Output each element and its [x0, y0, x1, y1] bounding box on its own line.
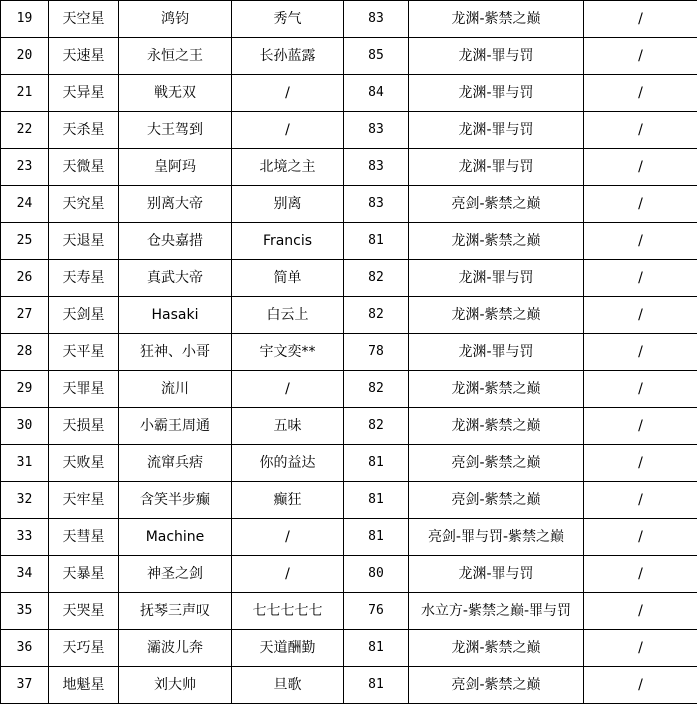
cell-alias: 五味 — [232, 408, 344, 445]
cell-star-title: 天平星 — [49, 334, 119, 371]
cell-note: / — [584, 186, 697, 223]
cell-player-name: 灞波儿奔 — [119, 630, 232, 667]
cell-level: 82 — [344, 408, 409, 445]
cell-player-name: 真武大帝 — [119, 260, 232, 297]
table-row — [1, 75, 697, 112]
cell-server: 龙渊-罪与罚 — [409, 38, 584, 75]
cell-server: 龙渊-紫禁之巅 — [409, 297, 584, 334]
table-row — [1, 556, 697, 593]
cell-star-title: 天空星 — [49, 1, 119, 38]
cell-number: 30 — [1, 408, 49, 445]
cell-number: 34 — [1, 556, 49, 593]
table-row — [1, 519, 697, 556]
cell-level: 82 — [344, 371, 409, 408]
cell-player-name: 戦无双 — [119, 75, 232, 112]
cell-star-title: 天彗星 — [49, 519, 119, 556]
cell-number: 28 — [1, 334, 49, 371]
cell-number: 20 — [1, 38, 49, 75]
cell-level: 81 — [344, 445, 409, 482]
table-row — [1, 667, 697, 704]
cell-level: 83 — [344, 112, 409, 149]
cell-number: 25 — [1, 223, 49, 260]
cell-server: 亮剑-紫禁之巅 — [409, 667, 584, 704]
cell-star-title: 天暴星 — [49, 556, 119, 593]
cell-note: / — [584, 260, 697, 297]
cell-level: 85 — [344, 38, 409, 75]
cell-star-title: 天异星 — [49, 75, 119, 112]
table-row — [1, 630, 697, 667]
cell-star-title: 天哭星 — [49, 593, 119, 630]
cell-alias: 别离 — [232, 186, 344, 223]
cell-star-title: 天罪星 — [49, 371, 119, 408]
cell-level: 80 — [344, 556, 409, 593]
cell-alias: 你的益达 — [232, 445, 344, 482]
cell-alias: 癫狂 — [232, 482, 344, 519]
cell-number: 29 — [1, 371, 49, 408]
cell-alias: 宇文奕** — [232, 334, 344, 371]
cell-star-title: 天杀星 — [49, 112, 119, 149]
cell-server: 龙渊-罪与罚 — [409, 75, 584, 112]
cell-player-name: 抚琴三声叹 — [119, 593, 232, 630]
cell-star-title: 天微星 — [49, 149, 119, 186]
cell-level: 82 — [344, 260, 409, 297]
cell-number: 33 — [1, 519, 49, 556]
cell-server: 龙渊-紫禁之巅 — [409, 371, 584, 408]
cell-number: 27 — [1, 297, 49, 334]
table-row — [1, 408, 697, 445]
cell-note: / — [584, 334, 697, 371]
cell-note: / — [584, 482, 697, 519]
cell-player-name: Hasaki — [119, 297, 232, 334]
cell-note: / — [584, 112, 697, 149]
cell-star-title: 天速星 — [49, 38, 119, 75]
cell-player-name: 鸿钧 — [119, 1, 232, 38]
table-row — [1, 223, 697, 260]
cell-alias: 天道酬勤 — [232, 630, 344, 667]
cell-note: / — [584, 371, 697, 408]
cell-note: / — [584, 630, 697, 667]
cell-alias: 白云上 — [232, 297, 344, 334]
table-row — [1, 482, 697, 519]
cell-level: 81 — [344, 630, 409, 667]
table-row — [1, 38, 697, 75]
cell-server: 亮剑-紫禁之巅 — [409, 445, 584, 482]
cell-note: / — [584, 297, 697, 334]
cell-alias: 七七七七七 — [232, 593, 344, 630]
cell-note: / — [584, 445, 697, 482]
cell-note: / — [584, 223, 697, 260]
cell-server: 龙渊-罪与罚 — [409, 149, 584, 186]
cell-star-title: 天牢星 — [49, 482, 119, 519]
cell-level: 81 — [344, 223, 409, 260]
cell-server: 亮剑-罪与罚-紫禁之巅 — [409, 519, 584, 556]
cell-star-title: 地魁星 — [49, 667, 119, 704]
cell-note: / — [584, 593, 697, 630]
cell-alias: 旦歌 — [232, 667, 344, 704]
cell-server: 亮剑-紫禁之巅 — [409, 186, 584, 223]
table-row — [1, 371, 697, 408]
cell-player-name: Machine — [119, 519, 232, 556]
cell-level: 83 — [344, 186, 409, 223]
cell-server: 龙渊-罪与罚 — [409, 334, 584, 371]
cell-star-title: 天剑星 — [49, 297, 119, 334]
table-row — [1, 1, 697, 38]
cell-number: 31 — [1, 445, 49, 482]
cell-star-title: 天寿星 — [49, 260, 119, 297]
cell-number: 32 — [1, 482, 49, 519]
cell-player-name: 皇阿玛 — [119, 149, 232, 186]
cell-server: 亮剑-紫禁之巅 — [409, 482, 584, 519]
table-row — [1, 297, 697, 334]
cell-player-name: 流川 — [119, 371, 232, 408]
table-row — [1, 149, 697, 186]
cell-alias: / — [232, 519, 344, 556]
cell-star-title: 天究星 — [49, 186, 119, 223]
cell-note: / — [584, 38, 697, 75]
cell-number: 24 — [1, 186, 49, 223]
cell-number: 26 — [1, 260, 49, 297]
cell-note: / — [584, 149, 697, 186]
table-row — [1, 334, 697, 371]
cell-alias: / — [232, 371, 344, 408]
cell-server: 水立方-紫禁之巅-罪与罚 — [409, 593, 584, 630]
cell-number: 21 — [1, 75, 49, 112]
cell-note: / — [584, 75, 697, 112]
cell-level: 78 — [344, 334, 409, 371]
cell-note: / — [584, 408, 697, 445]
cell-server: 龙渊-罪与罚 — [409, 112, 584, 149]
cell-alias: 长孙蓝露 — [232, 38, 344, 75]
cell-number: 22 — [1, 112, 49, 149]
cell-star-title: 天败星 — [49, 445, 119, 482]
table-row — [1, 112, 697, 149]
cell-note: / — [584, 667, 697, 704]
cell-server: 龙渊-紫禁之巅 — [409, 408, 584, 445]
cell-star-title: 天损星 — [49, 408, 119, 445]
cell-player-name: 仓央嘉措 — [119, 223, 232, 260]
cell-number: 35 — [1, 593, 49, 630]
cell-level: 81 — [344, 519, 409, 556]
cell-note: / — [584, 556, 697, 593]
cell-level: 81 — [344, 482, 409, 519]
cell-alias: / — [232, 556, 344, 593]
cell-player-name: 大王驾到 — [119, 112, 232, 149]
cell-level: 83 — [344, 149, 409, 186]
cell-server: 龙渊-罪与罚 — [409, 260, 584, 297]
cell-alias: 秀气 — [232, 1, 344, 38]
cell-number: 19 — [1, 1, 49, 38]
cell-alias: / — [232, 112, 344, 149]
cell-player-name: 狂神、小哥 — [119, 334, 232, 371]
cell-alias: 简单 — [232, 260, 344, 297]
cell-server: 龙渊-紫禁之巅 — [409, 223, 584, 260]
cell-note: / — [584, 1, 697, 38]
cell-alias: / — [232, 75, 344, 112]
cell-level: 81 — [344, 667, 409, 704]
cell-server: 龙渊-紫禁之巅 — [409, 630, 584, 667]
cell-note: / — [584, 519, 697, 556]
cell-number: 37 — [1, 667, 49, 704]
cell-number: 36 — [1, 630, 49, 667]
cell-player-name: 刘大帅 — [119, 667, 232, 704]
table-row — [1, 260, 697, 297]
cell-level: 82 — [344, 297, 409, 334]
cell-number: 23 — [1, 149, 49, 186]
cell-level: 76 — [344, 593, 409, 630]
cell-player-name: 神圣之剑 — [119, 556, 232, 593]
table-row — [1, 445, 697, 482]
cell-player-name: 小霸王周通 — [119, 408, 232, 445]
cell-level: 83 — [344, 1, 409, 38]
cell-player-name: 流窜兵痞 — [119, 445, 232, 482]
table-row — [1, 186, 697, 223]
cell-server: 龙渊-紫禁之巅 — [409, 1, 584, 38]
cell-alias: Francis — [232, 223, 344, 260]
cell-player-name: 别离大帝 — [119, 186, 232, 223]
cell-player-name: 含笑半步癫 — [119, 482, 232, 519]
cell-star-title: 天巧星 — [49, 630, 119, 667]
cell-alias: 北境之主 — [232, 149, 344, 186]
cell-level: 84 — [344, 75, 409, 112]
cell-server: 龙渊-罪与罚 — [409, 556, 584, 593]
table-row — [1, 593, 697, 630]
cell-star-title: 天退星 — [49, 223, 119, 260]
cell-player-name: 永恒之王 — [119, 38, 232, 75]
